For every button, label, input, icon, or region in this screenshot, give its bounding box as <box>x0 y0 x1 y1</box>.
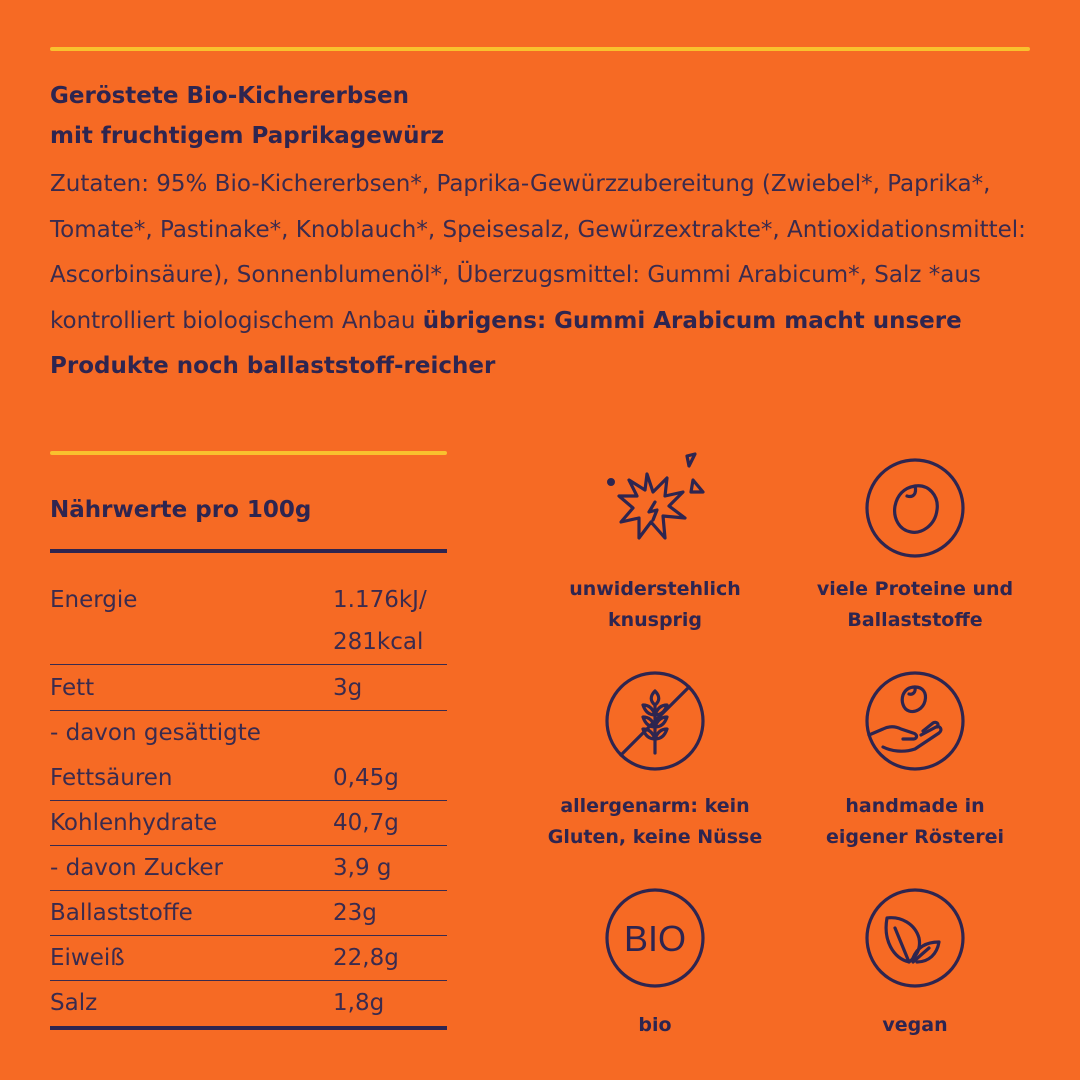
feature-label-line1: bio <box>638 1014 672 1036</box>
feature-label <box>525 574 785 636</box>
ingredients-text <box>50 162 1040 390</box>
nutrition-header-rule <box>50 549 447 553</box>
chickpea-circle-icon <box>863 456 967 560</box>
nutrition-value: 23g <box>333 900 377 926</box>
nutrition-row-energy-kcal <box>50 620 447 665</box>
nutrition-row-energy-kj <box>50 578 447 620</box>
feature-label-line1: handmade in <box>845 795 985 817</box>
nutrition-bottom-rule <box>50 1026 447 1030</box>
nutrition-row-salt <box>50 981 447 1026</box>
nutrition-value: 40,7g <box>333 810 399 836</box>
feature-crunchy <box>525 450 785 636</box>
nutrition-value: 3g <box>333 675 363 701</box>
feature-label <box>525 1010 785 1041</box>
ingredients-list: Zutaten: 95% Bio-Kichererbsen*, Paprika-Gewürzzubereitung (Zwiebel*, Paprika*, Tomate*, Pastinake*, Knoblauch*, Speisesalz, Gewürzextrakte*, Antioxidationsmittel: Ascorbinsäure), Sonnenblumenöl*, Überzugsmittel: Gummi Arabicum*, Salz *aus kontrolliert biologischem Anbau <box>50 171 1026 334</box>
nutrition-title: Nährwerte pro 100g <box>50 497 312 523</box>
nutrition-row-saturated-label <box>50 711 447 756</box>
feature-protein-fiber <box>785 456 1045 636</box>
feature-label-line2: Gluten, keine Nüsse <box>547 826 763 848</box>
nutrition-label: - davon Zucker <box>50 855 223 881</box>
nutrition-value: 1,8g <box>333 990 385 1016</box>
nutrition-row-saturated <box>50 756 447 801</box>
nutrition-label: Salz <box>50 990 98 1016</box>
nutrition-label: Ballaststoffe <box>50 900 193 926</box>
product-title-line2: mit fruchtigem Paprikagewürz <box>50 123 445 149</box>
feature-vegan <box>785 886 1045 1041</box>
product-title-line1: Geröstete Bio-Kichererbsen <box>50 83 409 109</box>
feature-label <box>785 1010 1045 1041</box>
feature-label <box>525 791 785 853</box>
bio-badge-icon <box>603 886 707 990</box>
nutrition-row-fat <box>50 666 447 711</box>
product-title <box>50 76 444 156</box>
nutrition-value: 0,45g <box>333 765 399 791</box>
feature-label-line2: eigener Rösterei <box>825 826 1004 848</box>
feature-label <box>785 791 1045 853</box>
feature-label-line1: vegan <box>882 1014 948 1036</box>
feature-label-line2: knusprig <box>607 609 703 631</box>
nutrition-label: Fett <box>50 675 95 701</box>
vegan-leaf-icon <box>863 886 967 990</box>
nutrition-row-carbs <box>50 801 447 846</box>
nutrition-value: 281kcal <box>333 629 424 655</box>
hand-chickpea-icon <box>863 669 967 773</box>
nutrition-top-divider <box>50 451 447 455</box>
nutrition-value: 1.176kJ/ <box>333 587 427 613</box>
nutrition-row-sugar <box>50 846 447 891</box>
nutrition-value: 22,8g <box>333 945 399 971</box>
feature-handmade <box>785 669 1045 853</box>
ingredients-note: übrigens: Gummi Arabicum macht unsere Produkte noch ballaststoff-reicher <box>50 307 962 379</box>
nutrition-label: Kohlenhydrate <box>50 810 218 836</box>
feature-label <box>785 574 1045 636</box>
nutrition-label: Energie <box>50 587 138 613</box>
top-divider <box>50 47 1030 51</box>
nutrition-row-protein <box>50 936 447 981</box>
feature-label-line2: Ballaststoffe <box>847 609 983 631</box>
bio-badge-text: BIO <box>623 918 687 959</box>
feature-label-line1: viele Proteine und <box>816 578 1014 600</box>
feature-bio <box>525 886 785 1041</box>
nutrition-value: 3,9 g <box>333 855 392 881</box>
feature-allergen-free <box>525 669 785 853</box>
feature-label-line1: unwiderstehlich <box>569 578 741 600</box>
nutrition-row-fiber <box>50 891 447 936</box>
crunch-burst-icon <box>603 450 707 554</box>
nutrition-label: Eiweiß <box>50 945 125 971</box>
feature-label-line1: allergenarm: kein <box>560 795 750 817</box>
no-gluten-icon <box>603 669 707 773</box>
nutrition-label: - davon gesättigte <box>50 720 261 746</box>
nutrition-label: Fettsäuren <box>50 765 173 791</box>
